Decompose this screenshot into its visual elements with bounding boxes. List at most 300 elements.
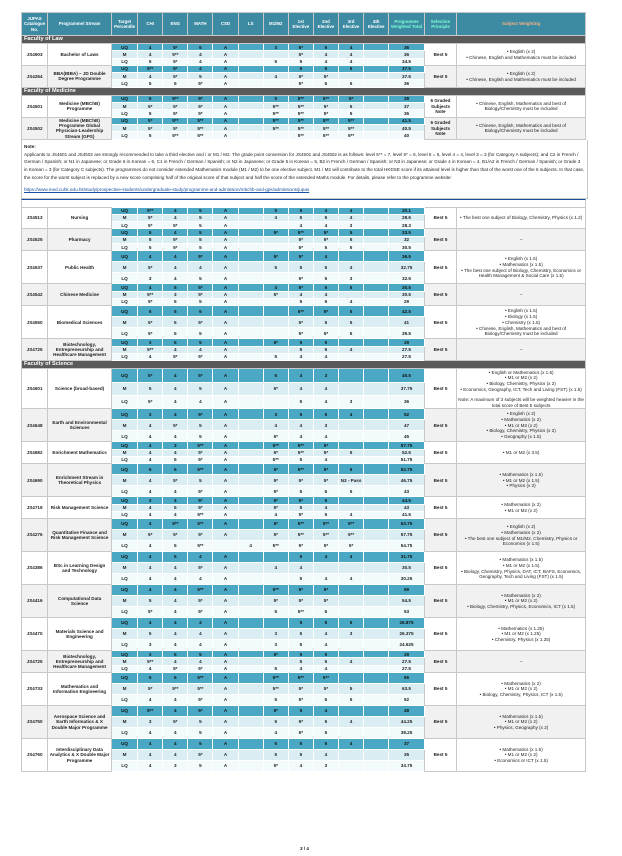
programme-name: Aerospace Science and Earth Informatics & X Double Major Programme bbox=[48, 706, 112, 739]
csd-cell: A bbox=[213, 706, 238, 717]
elective-4-cell bbox=[364, 658, 389, 665]
weighted-total-cell: 52 bbox=[389, 695, 425, 706]
elective-1-cell: 5** bbox=[288, 132, 313, 139]
elective-4-cell bbox=[364, 273, 389, 284]
selection-principle: Best 5 bbox=[424, 369, 456, 409]
weighted-total-cell: 30.5 bbox=[389, 291, 425, 298]
header-ls: LS bbox=[238, 13, 263, 36]
math-cell: 5* bbox=[188, 409, 213, 420]
elective-3-cell: 4 bbox=[339, 51, 364, 58]
csd-cell: A bbox=[213, 44, 238, 51]
elective-2-cell bbox=[313, 563, 338, 574]
weighted-total-cell: 36.5 bbox=[389, 251, 425, 262]
elective-1-cell: 5* bbox=[288, 511, 313, 518]
weighting-item: • Chinese, English and Mathematics must be included bbox=[466, 76, 576, 82]
header-elective-4: 4th Elective bbox=[364, 13, 389, 36]
csd-cell: A bbox=[213, 328, 238, 339]
eng-cell: 4 bbox=[163, 706, 188, 717]
csd-cell: A bbox=[213, 291, 238, 298]
chi-cell: 5 bbox=[138, 58, 163, 65]
weighting-item: • English or Mathematics (x 1.5) bbox=[488, 369, 554, 375]
csd-cell: A bbox=[213, 739, 238, 750]
elective-2-cell: 5 bbox=[313, 244, 338, 251]
chi-cell: 5* bbox=[138, 684, 163, 695]
elective-3-cell: 5** bbox=[339, 132, 364, 139]
subject-weighting bbox=[457, 464, 586, 497]
elective-2-cell: 4 bbox=[313, 665, 338, 672]
elective-1-cell: 5** bbox=[288, 464, 313, 475]
math-cell: 5** bbox=[188, 585, 213, 596]
m1m2-cell bbox=[263, 236, 288, 243]
math-cell: 4 bbox=[188, 640, 213, 651]
selection-principle: Best 5 bbox=[424, 65, 456, 87]
table-row bbox=[22, 552, 586, 563]
target-cell: LQ bbox=[111, 511, 137, 518]
eng-cell: 4 bbox=[163, 658, 188, 665]
weighted-total-cell: 51.75 bbox=[389, 456, 425, 463]
elective-2-cell: 5* bbox=[313, 73, 338, 80]
selection-principle: Best 5 bbox=[424, 673, 456, 706]
programme-name: Quantitative Finance and Risk Management Science bbox=[48, 519, 112, 552]
weighted-total-cell: 40.5 bbox=[389, 369, 425, 382]
m1m2-cell bbox=[263, 51, 288, 58]
elective-1-cell: 5 bbox=[288, 750, 313, 761]
elective-2-cell: 5* bbox=[313, 442, 338, 449]
elective-2-cell: 4 bbox=[313, 574, 338, 585]
weighted-total-cell: 48 bbox=[389, 706, 425, 717]
chi-cell: 5* bbox=[138, 530, 163, 541]
subject-weighting bbox=[457, 117, 586, 139]
elective-1-cell: 5* bbox=[288, 236, 313, 243]
math-cell: 5** bbox=[188, 673, 213, 684]
elective-4-cell bbox=[364, 298, 389, 305]
weighting-item: – bbox=[519, 347, 523, 353]
eng-cell: 5 bbox=[163, 317, 188, 328]
weighted-total-cell: 27.5 bbox=[389, 665, 425, 672]
weighted-total-cell: 63.5 bbox=[389, 684, 425, 695]
weighted-total-cell: 65 bbox=[389, 673, 425, 684]
elective-2-cell: 5* bbox=[313, 475, 338, 486]
elective-4-cell bbox=[364, 552, 389, 563]
target-cell: M bbox=[111, 214, 137, 221]
elective-2-cell: 4 bbox=[313, 395, 338, 408]
ls-cell bbox=[238, 262, 263, 273]
elective-3-cell: N3 - Pass bbox=[339, 475, 364, 486]
elective-4-cell bbox=[364, 739, 389, 750]
eng-cell: 4 bbox=[163, 640, 188, 651]
eng-cell: 5* bbox=[163, 475, 188, 486]
eng-cell: 3 bbox=[163, 761, 188, 772]
eng-cell: 4 bbox=[163, 739, 188, 750]
math-cell: 4 bbox=[188, 346, 213, 353]
elective-1-cell: 5 bbox=[288, 214, 313, 221]
ls-cell bbox=[238, 353, 263, 360]
ls-cell bbox=[238, 475, 263, 486]
ls-cell bbox=[238, 640, 263, 651]
eng-cell: 4 bbox=[163, 585, 188, 596]
csd-cell: A bbox=[213, 395, 238, 408]
ls-cell bbox=[238, 298, 263, 305]
elective-4-cell bbox=[364, 409, 389, 420]
chi-cell: 5** bbox=[138, 291, 163, 298]
m1m2-cell: 5* bbox=[263, 596, 288, 607]
chi-cell: 4 bbox=[138, 456, 163, 463]
weighted-total-cell: 24.625 bbox=[389, 640, 425, 651]
programme-name: BSc in Learning Design and Technology bbox=[48, 552, 112, 585]
csd-cell: A bbox=[213, 298, 238, 305]
csd-cell: A bbox=[213, 306, 238, 317]
target-cell: M bbox=[111, 504, 137, 511]
elective-2-cell: 5** bbox=[313, 117, 338, 124]
m1m2-cell: 5 bbox=[263, 58, 288, 65]
elective-4-cell bbox=[364, 640, 389, 651]
math-cell: 5 bbox=[188, 44, 213, 51]
subject-weighting bbox=[457, 369, 586, 409]
m1m2-cell bbox=[263, 574, 288, 585]
target-cell: UQ bbox=[111, 618, 137, 629]
chi-cell: 5 bbox=[138, 80, 163, 87]
elective-3-cell bbox=[339, 339, 364, 346]
elective-1-cell: 5* bbox=[288, 497, 313, 504]
target-cell: LQ bbox=[111, 728, 137, 739]
weighted-total-cell: 37.75 bbox=[389, 382, 425, 395]
ls-cell bbox=[238, 607, 263, 618]
weighting-item: • English (x 2) bbox=[506, 411, 536, 417]
weighting-item: • Mathematics (x 2) bbox=[501, 680, 541, 686]
header-target: Target Percentile bbox=[111, 13, 137, 36]
elective-3-cell: 3 bbox=[339, 273, 364, 284]
m1m2-cell bbox=[263, 618, 288, 629]
weighted-total-cell: 37.5 bbox=[389, 65, 425, 72]
csd-cell: A bbox=[213, 273, 238, 284]
faculty-name: Faculty of Law bbox=[22, 36, 586, 44]
m1m2-cell: 5* bbox=[263, 291, 288, 298]
chi-cell: 5* bbox=[138, 369, 163, 382]
elective-3-cell: 5** bbox=[339, 519, 364, 530]
programme-name: Nursing bbox=[48, 207, 112, 229]
elective-2-cell: 5** bbox=[313, 519, 338, 530]
chi-cell: 4 bbox=[138, 750, 163, 761]
target-cell: LQ bbox=[111, 58, 137, 65]
chi-cell: 5* bbox=[138, 262, 163, 273]
elective-3-cell: 4 bbox=[339, 58, 364, 65]
eng-cell: 5** bbox=[163, 519, 188, 530]
weighted-total-cell: 34.75 bbox=[389, 761, 425, 772]
eng-cell: 4 bbox=[163, 273, 188, 284]
elective-3-cell: 4 bbox=[339, 658, 364, 665]
elective-3-cell: 5 bbox=[339, 103, 364, 110]
elective-1-cell: 5* bbox=[288, 73, 313, 80]
elective-1-cell: 5* bbox=[288, 684, 313, 695]
math-cell: 5 bbox=[188, 382, 213, 395]
csd-cell: A bbox=[213, 504, 238, 511]
elective-3-cell bbox=[339, 456, 364, 463]
weighting-item: • Mathematics (x 1.25) bbox=[498, 625, 544, 631]
elective-2-cell: 4 bbox=[313, 222, 338, 229]
weighting-item: • Biology, Chemistry, Physics, Economics, ICT (x 1.5) bbox=[467, 604, 576, 610]
m1m2-cell: 5** bbox=[263, 585, 288, 596]
eng-cell: 4 bbox=[163, 449, 188, 456]
catalogue-number: JS4601 bbox=[22, 369, 48, 409]
target-cell: M bbox=[111, 73, 137, 80]
chi-cell: 3 bbox=[138, 651, 163, 658]
elective-3-cell bbox=[339, 431, 364, 442]
csd-cell: A bbox=[213, 73, 238, 80]
weighted-total-cell: 36 bbox=[389, 110, 425, 117]
weighted-total-cell: 59 bbox=[389, 585, 425, 596]
m1m2-cell: 5 bbox=[263, 739, 288, 750]
target-cell: UQ bbox=[111, 251, 137, 262]
elective-3-cell: 5 bbox=[339, 236, 364, 243]
m1m2-cell: 5* bbox=[263, 475, 288, 486]
elective-3-cell: 5 bbox=[339, 684, 364, 695]
math-cell: 5 bbox=[188, 420, 213, 431]
elective-3-cell: 4 bbox=[339, 739, 364, 750]
chi-cell: 5* bbox=[138, 298, 163, 305]
elective-1-cell: 5** bbox=[288, 229, 313, 236]
csd-cell: A bbox=[213, 673, 238, 684]
elective-1-cell: 5** bbox=[288, 95, 313, 102]
weighted-total-cell: 32 bbox=[389, 236, 425, 243]
elective-3-cell bbox=[339, 291, 364, 298]
ls-cell bbox=[238, 761, 263, 772]
programme-name: Public Health bbox=[48, 251, 112, 284]
target-cell: UQ bbox=[111, 369, 137, 382]
csd-cell: A bbox=[213, 353, 238, 360]
math-cell: 5* bbox=[188, 456, 213, 463]
target-cell: LQ bbox=[111, 328, 137, 339]
ls-cell bbox=[238, 750, 263, 761]
elective-4-cell bbox=[364, 214, 389, 221]
weighting-item: • M1 or M2 (x 2) bbox=[504, 686, 538, 692]
target-cell: M bbox=[111, 125, 137, 132]
ls-cell bbox=[238, 563, 263, 574]
elective-4-cell bbox=[364, 585, 389, 596]
programme-name: Risk Management Science bbox=[48, 497, 112, 519]
weighting-item: • M1 or M2 (x 1.5) bbox=[502, 477, 540, 483]
catalogue-number: JS4470 bbox=[22, 618, 48, 651]
elective-1-cell: 5* bbox=[288, 273, 313, 284]
elective-1-cell: 5** bbox=[288, 110, 313, 117]
weighted-total-cell: 33.5 bbox=[389, 229, 425, 236]
eng-cell: 4 bbox=[163, 607, 188, 618]
chi-cell: 5 bbox=[138, 464, 163, 475]
target-cell: M bbox=[111, 684, 137, 695]
chi-cell: 4 bbox=[138, 574, 163, 585]
catalogue-number: JS4725 bbox=[22, 339, 48, 361]
csd-cell: A bbox=[213, 132, 238, 139]
math-cell: 5** bbox=[188, 511, 213, 518]
weighted-total-cell: 36 bbox=[389, 395, 425, 408]
elective-1-cell: 5** bbox=[288, 103, 313, 110]
weighting-item: • Mathematics (x 1.5) bbox=[499, 713, 543, 719]
chi-cell: 4 bbox=[138, 504, 163, 511]
ls-cell bbox=[238, 409, 263, 420]
elective-1-cell: 5 bbox=[288, 395, 313, 408]
programme-name: Mathematics and Information Engineering bbox=[48, 673, 112, 706]
subject-weighting bbox=[457, 442, 586, 464]
elective-4-cell bbox=[364, 504, 389, 511]
elective-2-cell: 5** bbox=[313, 132, 338, 139]
csd-cell: A bbox=[213, 449, 238, 456]
elective-3-cell: 4 bbox=[339, 262, 364, 273]
m1m2-cell: 5** bbox=[263, 673, 288, 684]
catalogue-number: JS4276 bbox=[22, 519, 48, 552]
elective-3-cell bbox=[339, 607, 364, 618]
elective-3-cell bbox=[339, 651, 364, 658]
table-row bbox=[22, 618, 586, 629]
elective-3-cell: 4 bbox=[339, 552, 364, 563]
csd-cell: A bbox=[213, 103, 238, 110]
eng-cell: 4 bbox=[163, 251, 188, 262]
medicine-note bbox=[21, 140, 588, 199]
math-cell: 5 bbox=[188, 273, 213, 284]
chi-cell: 4 bbox=[138, 431, 163, 442]
ls-cell bbox=[238, 665, 263, 672]
ls-cell bbox=[238, 728, 263, 739]
eng-cell: 4 bbox=[163, 214, 188, 221]
weighting-item: • Economics, Geography, ICT, Tech and Living (FST) (x 1.5) bbox=[460, 386, 582, 392]
weighting-item: – bbox=[519, 237, 523, 243]
chi-cell: 4 bbox=[138, 618, 163, 629]
math-cell: 5* bbox=[188, 596, 213, 607]
math-cell: 5* bbox=[188, 665, 213, 672]
ls-cell bbox=[238, 306, 263, 317]
m1m2-cell: 5 bbox=[263, 607, 288, 618]
elective-2-cell: 5 bbox=[313, 607, 338, 618]
eng-cell: 5 bbox=[163, 298, 188, 305]
csd-cell: A bbox=[213, 574, 238, 585]
elective-2-cell: 5 bbox=[313, 65, 338, 72]
eng-cell: 5* bbox=[163, 44, 188, 51]
table-row bbox=[22, 673, 586, 684]
csd-cell: A bbox=[213, 585, 238, 596]
csd-cell: A bbox=[213, 229, 238, 236]
catalogue-number: JS4733 bbox=[22, 673, 48, 706]
selection-principle: Best 5 bbox=[424, 284, 456, 306]
elective-1-cell: 5 bbox=[288, 339, 313, 346]
elective-4-cell bbox=[364, 541, 389, 552]
m1m2-cell: 5** bbox=[263, 110, 288, 117]
target-cell: UQ bbox=[111, 552, 137, 563]
elective-4-cell bbox=[364, 132, 389, 139]
math-cell: 5* bbox=[188, 750, 213, 761]
elective-1-cell: 5* bbox=[288, 717, 313, 728]
ls-cell bbox=[238, 44, 263, 51]
elective-4-cell bbox=[364, 519, 389, 530]
elective-2-cell: 5 bbox=[313, 618, 338, 629]
chi-cell: 5 bbox=[138, 596, 163, 607]
programme-name: Biotechnology, Entrepreneurship and Healthcare Management bbox=[48, 339, 112, 361]
target-cell: LQ bbox=[111, 244, 137, 251]
target-cell: M bbox=[111, 382, 137, 395]
target-cell: M bbox=[111, 563, 137, 574]
elective-2-cell: 3 bbox=[313, 420, 338, 431]
elective-2-cell: 4 bbox=[313, 353, 338, 360]
elective-3-cell bbox=[339, 596, 364, 607]
math-cell: 5 bbox=[188, 306, 213, 317]
weighting-item: • Mathematics (x 2) bbox=[501, 592, 541, 598]
eng-cell: 4 bbox=[163, 629, 188, 640]
eng-cell: 4 bbox=[163, 229, 188, 236]
ls-cell bbox=[238, 706, 263, 717]
chi-cell: 5 bbox=[138, 629, 163, 640]
subject-weighting bbox=[457, 207, 586, 229]
elective-4-cell bbox=[364, 339, 389, 346]
faculty-row bbox=[22, 87, 586, 95]
elective-3-cell bbox=[339, 251, 364, 262]
weighting-item: • The best one subject of Biology, Chemistry, Physics (x 1.2) bbox=[460, 215, 583, 221]
csd-cell bbox=[213, 541, 238, 552]
eng-cell: 5 bbox=[163, 651, 188, 658]
elective-4-cell bbox=[364, 629, 389, 640]
catalogue-number: JS4386 bbox=[22, 552, 48, 585]
ls-cell bbox=[238, 497, 263, 504]
m1m2-cell: 5** bbox=[263, 117, 288, 124]
elective-1-cell: 5* bbox=[288, 585, 313, 596]
ls-cell bbox=[238, 695, 263, 706]
elective-3-cell: 4 bbox=[339, 511, 364, 518]
elective-2-cell: 5** bbox=[313, 530, 338, 541]
ls-cell bbox=[238, 236, 263, 243]
target-cell: UQ bbox=[111, 65, 137, 72]
elective-2-cell: 5 bbox=[313, 695, 338, 706]
weighting-item: • Chemistry (x 1.5) bbox=[502, 319, 541, 325]
elective-1-cell: 5 bbox=[288, 486, 313, 497]
elective-3-cell bbox=[339, 665, 364, 672]
selection-principle: Best 5 bbox=[424, 251, 456, 284]
chi-cell: 4 bbox=[138, 665, 163, 672]
programme-website-link[interactable]: https://www.med.cuhk.edu.hk/study/prospective-students/undergraduate-study/programme-and-admission/mbchb-and-gps/admissions/jupas bbox=[24, 186, 310, 192]
elective-4-cell bbox=[364, 207, 389, 214]
selection-principle: Best 5 bbox=[424, 706, 456, 739]
faculty-row bbox=[22, 36, 586, 44]
target-cell: M bbox=[111, 420, 137, 431]
csd-cell: A bbox=[213, 717, 238, 728]
m1m2-cell: 3 bbox=[263, 409, 288, 420]
elective-1-cell: 5** bbox=[288, 125, 313, 132]
elective-2-cell: 3 bbox=[313, 761, 338, 772]
weighting-item: • Biology, Chemistry, Physics, DAT, ICT, BAFS, Economics, Geography, Tech and Living (FST) (x 1.5) bbox=[461, 568, 582, 579]
header-code: JUPAS Catalogue No. bbox=[22, 13, 48, 36]
elective-4-cell bbox=[364, 750, 389, 761]
target-cell: LQ bbox=[111, 486, 137, 497]
elective-2-cell: 5* bbox=[313, 110, 338, 117]
eng-cell: 4 bbox=[163, 207, 188, 214]
elective-4-cell bbox=[364, 346, 389, 353]
weighting-item: • Chemistry, Physics (x 1.25) bbox=[491, 637, 551, 643]
elective-1-cell: 5** bbox=[288, 117, 313, 124]
elective-4-cell bbox=[364, 596, 389, 607]
target-cell: UQ bbox=[111, 497, 137, 504]
eng-cell: 5 bbox=[163, 328, 188, 339]
csd-cell: A bbox=[213, 58, 238, 65]
m1m2-cell: 5* bbox=[263, 497, 288, 504]
eng-cell: 5* bbox=[163, 103, 188, 110]
weighted-total-cell: 53 bbox=[389, 607, 425, 618]
eng-cell: 5** bbox=[163, 132, 188, 139]
weighted-total-cell: 46.75 bbox=[389, 475, 425, 486]
elective-3-cell bbox=[339, 497, 364, 504]
math-cell: 5 bbox=[188, 475, 213, 486]
weighted-total-cell: 44.25 bbox=[389, 717, 425, 728]
target-cell: M bbox=[111, 596, 137, 607]
catalogue-number: JS4648 bbox=[22, 409, 48, 442]
elective-4-cell bbox=[364, 284, 389, 291]
weighting-item: • Mathematics (x 2) bbox=[501, 529, 541, 535]
elective-3-cell: 4 bbox=[339, 298, 364, 305]
weighting-item: • M1 or M2 (x 2) bbox=[504, 507, 538, 513]
